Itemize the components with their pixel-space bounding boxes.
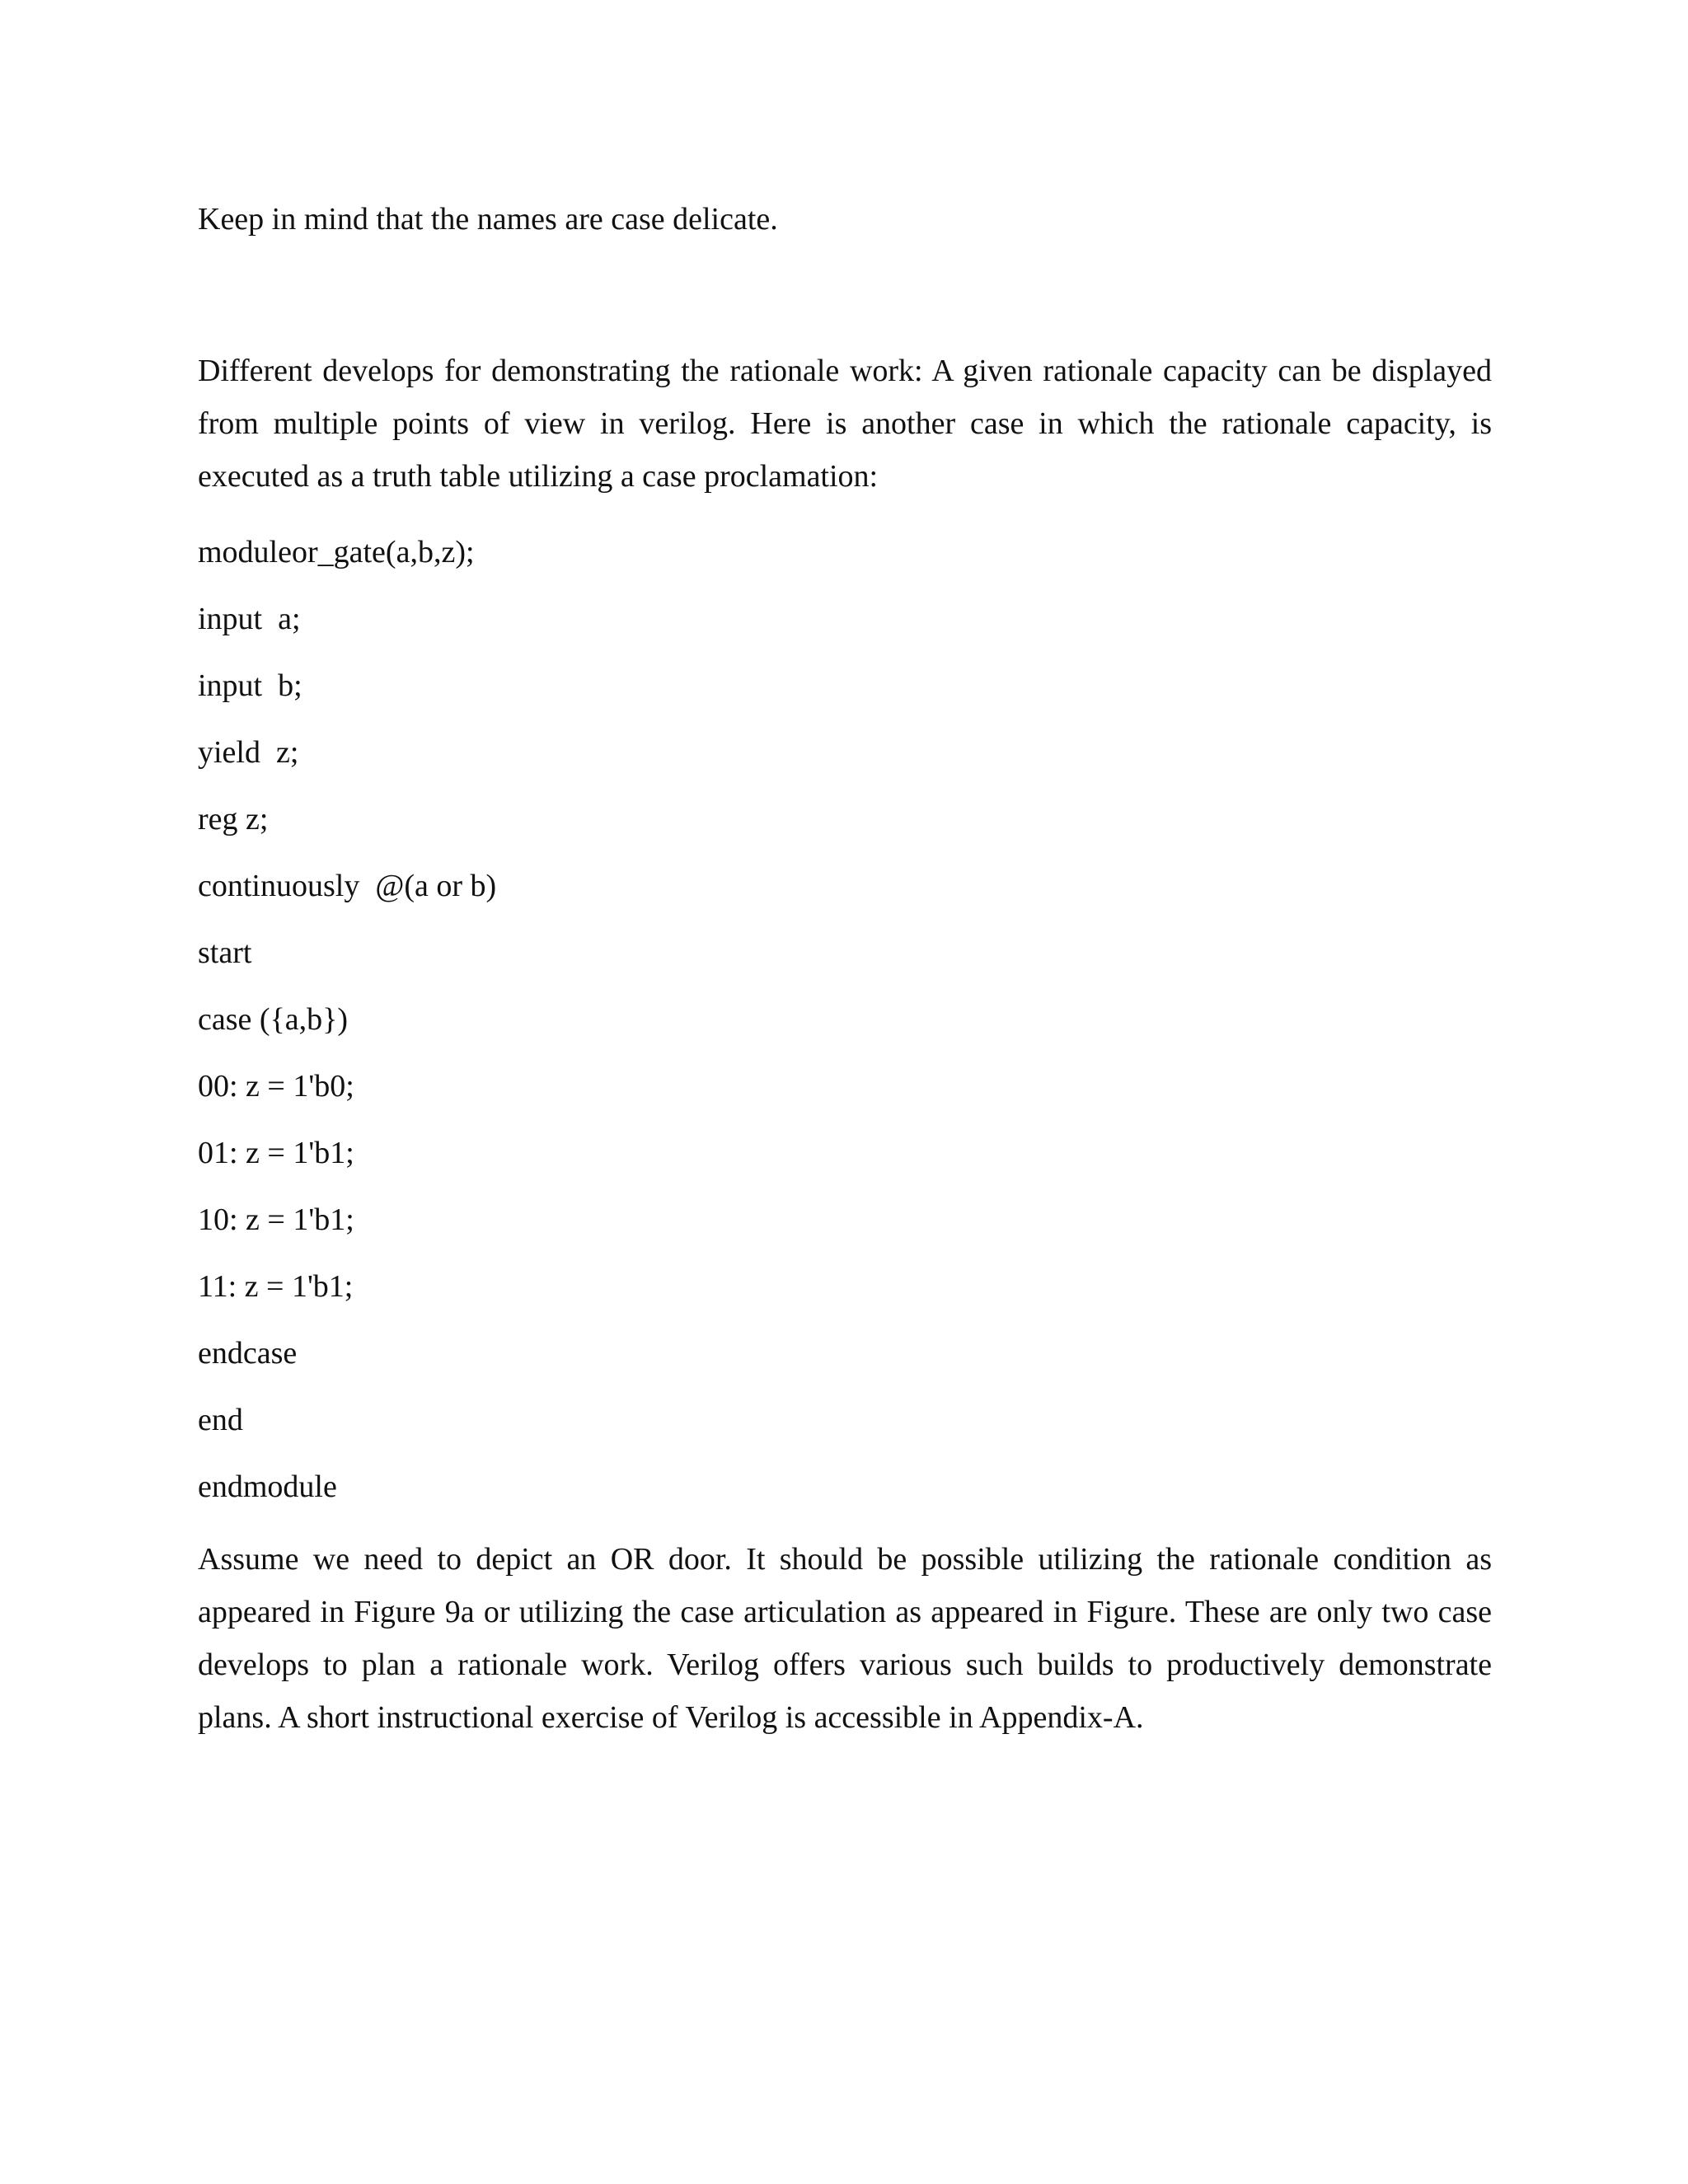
code-line: start — [198, 935, 252, 970]
paragraph-2: Assume we need to depict an OR door. It should be possible utilizing the rationale condition as appeared in Figure 9a or utilizing the case articulation as appeared in Figure. These are only two case develops to plan a rationale work. Verilog offers various such builds to productively demonstrate plans. A short instructional exercise of Verilog is accessible in Appendix-A. — [198, 1542, 1492, 1735]
code-line: 00: z = 1'b0; — [198, 1069, 354, 1104]
paragraph-1: Different develops for demonstrating the rationale work: A given rationale capacity can be displayed from multiple points of view in verilog. Here is another case in which the rationale capacity, is executed as a truth table utilizing a case proclamation: — [198, 354, 1492, 494]
code-line: endmodule — [198, 1469, 337, 1504]
code-line: 10: z = 1'b1; — [198, 1202, 354, 1237]
code-line: 01: z = 1'b1; — [198, 1136, 354, 1170]
code-line: case ({a,b}) — [198, 1002, 349, 1037]
code-line: yield z; — [198, 735, 299, 770]
code-line: end — [198, 1403, 243, 1437]
code-line: reg z; — [198, 802, 269, 837]
code-line: moduleor_gate(a,b,z); — [198, 535, 475, 569]
code-line: input b; — [198, 668, 302, 703]
intro-line: Keep in mind that the names are case delicate. — [198, 202, 778, 237]
code-line: continuously @(a or b) — [198, 869, 497, 903]
code-line: input a; — [198, 602, 301, 636]
code-line: endcase — [198, 1336, 298, 1371]
code-line: 11: z = 1'b1; — [198, 1269, 354, 1304]
